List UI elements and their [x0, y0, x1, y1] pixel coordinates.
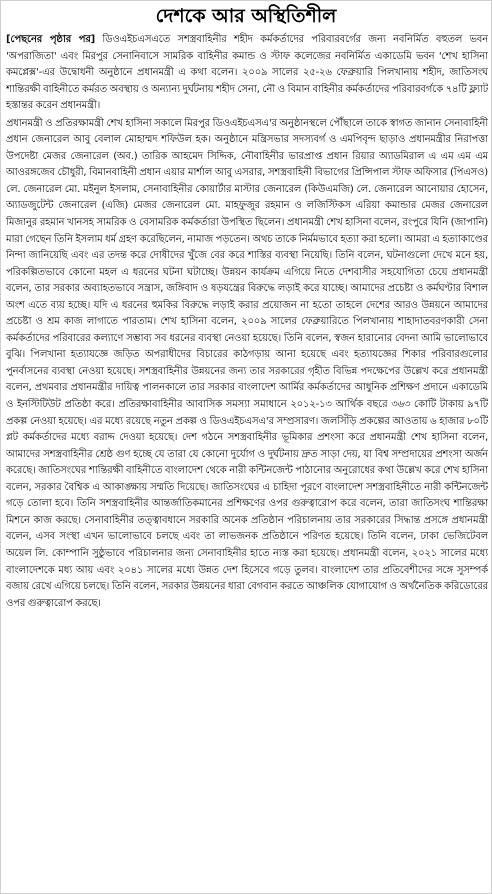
article-paragraph-1: [6, 32, 488, 115]
continuation-label: [পেছনের পৃষ্ঠার পর]: [6, 34, 96, 45]
headline: দেশকে আর অস্থিতিশীল: [155, 5, 337, 27]
article-body: [6, 32, 488, 892]
paragraph-1-text: ডিওএইচএসএতে সশস্ত্রবাহিনীর শহীদ কর্মকর্তাদের পরিবারবর্গের জন্য নবনির্মিত বহুতল ভবন 'অপরাজিতা' এবং মিরপুর সেনানিবাসে সামরিক বাহিনীর কমান্ড ও স্টাফ কলেজের নবনির্মিত একাডেমি ভবন 'শেখ হাসিনা কমপ্লেক্স'-এর উদ্বোধনী অনুষ্ঠানে প্রধানমন্ত্রী এ কথা বলেন। ২০০৯ সালের ২৫-২৬ ফেব্রুয়ারি পিলখানায় শহীদ, জাতিসংঘ শান্তিরক্ষী বাহিনীতে কর্মরত অবস্থায় ও অন্যান্য দুর্ঘটনায় শহীদ সেনা, নৌ ও বিমান বাহিনীর কর্মকর্তাদের পরিবারবর্গকে ৭৪টি ফ্ল্যাট হস্তান্তর করেন প্রধানমন্ত্রী।: [6, 34, 488, 112]
paragraph-2-text: প্রধানমন্ত্রী ও প্রতিরক্ষামন্ত্রী শেখ হাসিনা সকালে মিরপুর ডিওএইচএসএ'র অনুষ্ঠানস্থলে পৌঁছালে তাকে স্বাগত জানান সেনাবাহিনী প্রধান জেনারেল আবু বেলাল মোহাম্মদ শফিউল হক। অনুষ্ঠানে মন্ত্রিসভার সদস্যবর্গ ও এমপিবৃন্দ ছাড়াও প্রধানমন্ত্রীর নিরাপত্তা উপদেষ্টা মেজর জেনারেল (অব.) তারিক আহমেদ সিদ্দিক, নৌবাহিনীর ভারপ্রাপ্ত প্রধান রিয়ার অ্যাডমিরাল এ এম এম এম আওরঙ্গজেব চৌধুরী, বিমানবাহিনী প্রধান এয়ার মার্শাল আবু এসরার, সশস্ত্রবাহিনী বিভাগের প্রিন্সিপাল স্টাফ অফিসার (পিএসও) লে. জেনারেল মো. মইনুল ইসলাম, সেনাবাহিনীর কোয়ার্টার মাস্টার জেনারেল (কিউএমজি) লে. জেনারেল আনোয়ার হোসেন, অ্যাডজুটেন্ট জেনারেল (এজি) মেজর জেনারেল মো. মাহফুজুর রহমান ও লজিস্টিকস এরিয়া কমান্ডার মেজর জেনারেল মিজানুর রহমান খানসহ সামরিক ও বেসামরিক কর্মকর্তারা উপস্থিত ছিলেন। প্রধানমন্ত্রী শেখ হাসিনা বলেন, রংপুরে যিনি (জাপানি) মারা গেছেন তিনি ইসলাম ধর্ম গ্রহণ করেছিলেন, নামাজ পড়তেন। অথচ তাকে নির্মমভাবে হত্যা করা হলো। আমরা এ হত্যাকাণ্ডের নিন্দা জানিয়েছি এবং এর তদন্ত করে দোষীদের খুঁজে বের করে শাস্তির ব্যবস্থা নিয়েছি। তিনি বলেন, ঘটনাগুলো দেখে মনে হয়, পরিকল্পিতভাবে কোনো মহল এ ধরনের ঘটনা ঘটাচ্ছে। উন্নয়ন কার্যক্রম এগিয়ে নিতে দেশবাসীর সহযোগিতা চেয়ে প্রধানমন্ত্রী বলেন, তার সরকার অব্যাহতভাবে সন্ত্রাস, জঙ্গিবাদ ও ষড়যন্ত্রের বিরুদ্ধে লড়াই করে যাচ্ছে। আমাদের প্রচেষ্টা ও কর্মঘণ্টার বিশাল অংশ এতে ব্যয় হচ্ছে। যদি এ ধরনের হুমকির বিরুদ্ধে লড়াই করার প্রয়োজন না হতো তাহলে দেশের আরও উন্নয়নে আমাদের প্রচেষ্টা ও শ্রম কাজ লাগাতে পারতাম। শেখ হাসিনা বলেন, ২০০৯ সালের ফেব্রুয়ারিতে পিলখানায় শাহাদাতবরণকারী সেনা কর্মকর্তাদের পরিবারের কল্যাণে সম্ভাব্য সব ধরনের ব্যবস্থা নেওয়া হয়েছে। তিনি বলেন, স্বজন হারানোর বেদনা আমি ভালোভাবে বুঝি। পিলখানা হত্যাযজ্ঞে জড়িত অপরাধীদের বিচারের কাঠগড়ায় আনা হয়েছে এবং হত্যাযজ্ঞের শিকার পরিবারগুলোর পুনর্বাসনের ব্যবস্থা নেওয়া হয়েছে। সশস্ত্রবাহিনীর উন্নয়নের জন্য তার সরকারের গৃহীত বিভিন্ন পদক্ষেপের উল্লেখ করে প্রধানমন্ত্রী বলেন, প্রথমবার প্রধানমন্ত্রীর দায়িত্ব পালনকালে তার সরকার বাংলাদেশ আর্মির কর্মকর্তাদের আধুনিক প্রশিক্ষণ প্রদানে একাডেমি ও ইনস্টিটিউট প্রতিষ্ঠা করে। প্রতিরক্ষাবাহিনীর আবাসিক সমস্যা সমাধানে ২০১২-১৩ আর্থিক বছরে ৩৬৩ কোটি টাকায় ৯৭টি প্রকল্প নেওয়া হয়েছে। এর মধ্যে রয়েছে নতুন প্রকল্প ও ডিওএইচএসএ'র সম্প্রসারণ। জলসিঁড়ি প্রকল্পের আওতায় ৬ হাজার ৮০টি প্লট কর্মকর্তাদের মধ্যে বরাদ্দ দেওয়া হয়েছে। দেশ গঠনে সশস্ত্রবাহিনীর ভূমিকার প্রশংসা করে প্রধানমন্ত্রী শেখ হাসিনা বলেন, আমাদের সশস্ত্রবাহিনীর শ্রেষ্ঠ গুণ হচ্ছে যে তারা যে কোনো দুর্যোগ ও দুর্ঘটনায় দ্রুত সাড়া দেয়, যা বিশ্ব সম্প্রদায়ের প্রশংসা অর্জন করেছে। জাতিসংঘের শান্তিরক্ষী বাহিনীতে বাংলাদেশ থেকে নারী কন্টিনজেন্ট পাঠানোর অনুরোধের কথা উল্লেখ করে শেখ হাসিনা বলেন, সরকার বৈশ্বিক এ আকাঙ্ক্ষায় সম্মতি দিয়েছে। জাতিসংঘের এ চাহিদা পূরণে বাংলাদেশ সশস্ত্রবাহিনীতে নারী কন্টিনজেন্ট গড়ে তোলা হবে। তিনি সশস্ত্রবাহিনীর আন্তর্জাতিকমানের প্রশিক্ষণের ওপর গুরুত্বারোপ করে বলেন, তারা জাতিসংঘ শান্তিরক্ষা মিশনে কাজ করছে। সেনাবাহিনীর তত্ত্বাবধানে সরকারি অনেক প্রতিষ্ঠান পরিচালনায় তার সরকারের সিদ্ধান্ত প্রসঙ্গে প্রধানমন্ত্রী বলেন, এসব সংস্থা এখন ভালোভাবে চলছে এবং তা লাভজনক প্রতিষ্ঠানে পরিণত হয়েছে। তিনি বলেন, ঢাকা ভেজিটেবল অয়েল লি. কোম্পানি সুষ্ঠুভাবে পরিচালনার জন্য সেনাবাহিনীর হাতে ন্যস্ত করা হয়েছে। প্রধানমন্ত্রী বলেন, ২০২১ সালের মধ্যে বাংলাদেশকে মধ্য আয় এবং ২০৪১ সালের মধ্যে উন্নত দেশ হিসেবে গড়ে তুলব। বাংলাদেশ তার প্রতিবেশীদের সঙ্গে সুসম্পর্ক বজায় রেখে এগিয়ে চলছে। তিনি বলেন, সরকার উন্নয়নের ধারা বেগবান করতে আঞ্চলিক যোগাযোগ ও অর্থনৈতিক করিডোরের ওপর গুরুত্বারোপ করছে।: [6, 117, 488, 609]
article-paragraph-2: [6, 116, 488, 612]
headline-area: [1, 1, 491, 31]
